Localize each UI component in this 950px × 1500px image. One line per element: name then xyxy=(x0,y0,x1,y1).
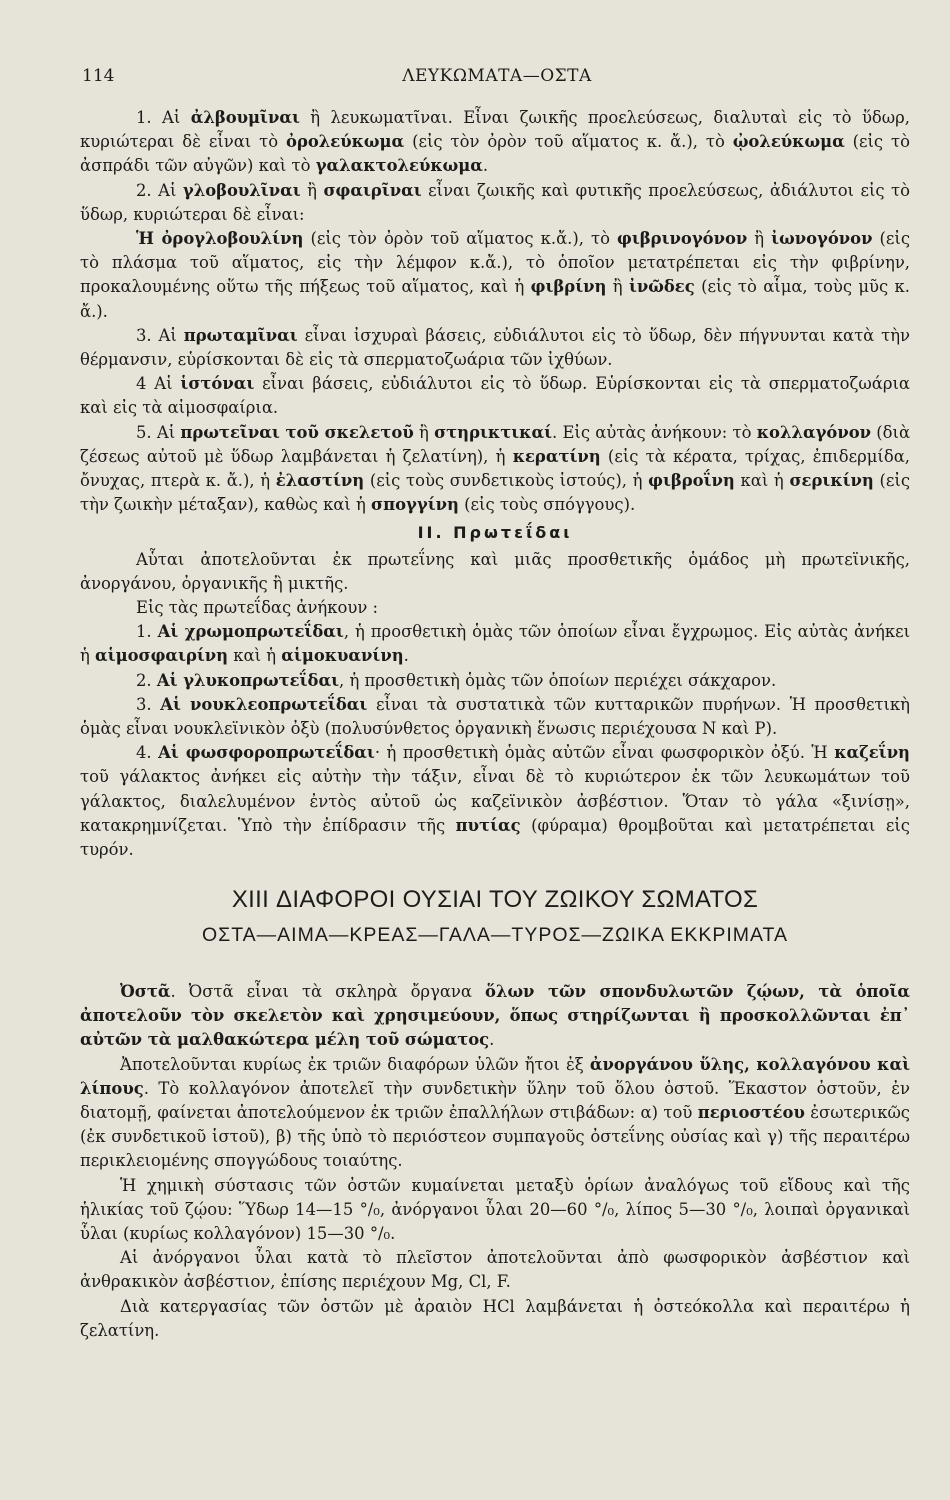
chapter-subtitle: ΟΣΤΑ—ΑΙΜΑ—ΚΡΕΑΣ—ΓΑΛΑ—ΤΥΡΟΣ—ΖΩΙΚΑ ΕΚΚΡΙΜΑΤΑ xyxy=(201,924,789,946)
paragraph-protamines: 3. Αἱ πρωταμῖναι εἶναι ἰσχυραὶ βάσεις, εὐδιάλυτοι εἰς τὸ ὕδωρ, δὲν πήγνυνται κατὰ τὴν θέρμανσιν, εὑρίσκονται δὲ εἰς τὰ σπερματοζωάρια τῶν ἰχθύων. xyxy=(80,325,910,370)
paragraph-bones: Ὀστᾶ. Ὀστᾶ εἶναι τὰ σκληρὰ ὄργανα ὅλων τῶν σπονδυλωτῶν ζῴων, τὰ ὁποῖα ἀποτελοῦν τὸν σκελετὸν καὶ χρησιμεύουν, ὅπως στηρίζωνται ἢ προσκολλῶνται ἐπ᾽ αὐτῶν τὰ μαλθακώτερα μέλη τοῦ σώματος. xyxy=(80,982,910,1050)
paragraph-proteids-list-intro: Εἰς τὰς πρωτεΐδας ἀνήκουν : xyxy=(136,598,379,618)
lower-text-block xyxy=(80,980,910,1343)
page-number: 114 xyxy=(82,66,115,86)
chapter-title: XIII ΔΙΑΦΟΡΟΙ ΟΥΣΙΑΙ ΤΟΥ ΖΩΙΚΟΥ ΣΩΜΑΤΟΣ xyxy=(231,886,759,913)
paragraph-albumins: 1. Αἱ ἀλβουμῖναι ἢ λευκωματῖναι. Εἶναι ζωικῆς προελεύσεως, διαλυταὶ εἰς τὸ ὕδωρ, κυριώτεραι δὲ εἶναι τὸ ὀρολεύκωμα (εἰς τὸν ὀρὸν τοῦ αἵματος κ. ἄ.), τὸ ᾠολεύκωμα (εἰς τὸ ἀσπράδι τῶν αὐγῶν) καὶ τὸ γαλακτολεύκωμα. xyxy=(80,108,910,176)
paragraph-chromoproteids: 1. Αἱ χρωμοπρωτεΐδαι, ἡ προσθετικὴ ὁμὰς τῶν ὁποίων εἶναι ἔγχρωμος. Εἰς αὐτὰς ἀνήκει ἡ αἱμοσφαιρίνη καὶ ἡ αἱμοκυανίνη. xyxy=(80,622,910,666)
page-header xyxy=(82,66,912,90)
paragraph-globulins: 2. Αἱ γλοβουλῖναι ἢ σφαιρῖναι εἶναι ζωικῆς καὶ φυτικῆς προελεύσεως, ἀδιάλυτοι εἰς τὸ ὕδωρ, κυριώτεραι δὲ εἶναι: xyxy=(80,180,910,224)
section-heading-proteids: II. Πρωτεΐδαι xyxy=(417,523,573,543)
paragraph-proteids-intro: Αὗται ἀποτελοῦνται ἐκ πρωτεΐνης καὶ μιᾶς προσθετικῆς ὁμάδος μὴ πρωτεϊνικῆς, ἀνοργάνου, ὀργανικῆς ἢ μικτῆς. xyxy=(80,549,910,593)
paragraph-bone-composition: Ἀποτελοῦνται κυρίως ἐκ τριῶν διαφόρων ὑλῶν ἤτοι ἐξ ἀνοργάνου ὕλης, κολλαγόνου καὶ λίπους. Τὸ κολλαγόνον ἀποτελεῖ τὴν συνδετικὴν ὕλην τοῦ ὅλου ὀστοῦ. Ἕκαστον ὀστοῦν, ἐν διατομῇ, φαίνεται ἀποτελούμενον ἐκ τριῶν ἐπαλλήλων στιβάδων: α) τοῦ περιοστέου ἐσωτερικῶς (ἐκ συνδετικοῦ ἱστοῦ), β) τῆς ὑπὸ τὸ περιόστεον συμπαγοῦς ὀστεΐνης οὐσίας καὶ γ) τῆς περαιτέρω περικλειομένης σπογγώδους τοιαύτης. xyxy=(80,1054,911,1171)
paragraph-histones: 4 Αἱ ἱστόναι εἶναι βάσεις, εὐδιάλυτοι εἰς τὸ ὕδωρ. Εὑρίσκονται εἰς τὰ σπερματοζωάρια καὶ εἰς τὰ αἱμοσφαίρια. xyxy=(80,374,910,418)
running-title: ΛΕΥΚΩΜΑΤΑ—ΟΣΤΑ xyxy=(402,66,592,86)
paragraph-glycoproteids: 2. Αἱ γλυκοπρωτεΐδαι, ἡ προσθετικὴ ὁμὰς τῶν ὁποίων περιέχει σάκχαρον. xyxy=(136,670,777,690)
paragraph-nucleoproteids: 3. Αἱ νουκλεοπρωτεΐδαι εἶναι τὰ συστατικὰ τῶν κυτταρικῶν πυρήνων. Ἡ προσθετικὴ ὁμὰς εἶναι νουκλεϊνικὸν ὀξὺ (πολυσύνθετος ὀργανικὴ ἕνωσις περιέχουσα N καὶ P). xyxy=(80,694,910,739)
paragraph-phosphoproteids: 4. Αἱ φωσφοροπρωτεΐδαι· ἡ προσθετικὴ ὁμὰς αὐτῶν εἶναι φωσφορικὸν ὀξύ. Ἡ καζεΐνη τοῦ γάλακτος ἀνήκει εἰς αὐτὴν τὴν τάξιν, εἶναι δὲ τὸ κυριώτερον ἐκ τῶν λευκωμάτων τοῦ γάλακτος, διαλελυμένον ἐντὸς αὐτοῦ ὡς καζεϊνικὸν ἀσβέστιον. Ὅταν τὸ γάλα «ξινίσῃ», κατακρημνίζεται. Ὑπὸ τὴν ἐπίδρασιν τῆς πυτίας (φύραμα) θρομβοῦται καὶ μετατρέπεται εἰς τυρόν. xyxy=(80,743,910,860)
paragraph-gelatin: Διὰ κατεργασίας τῶν ὀστῶν μὲ ἀραιὸν HCl λαμβάνεται ἡ ὀστεόκολλα καὶ περαιτέρω ἡ ζελατίνη. xyxy=(80,1296,910,1340)
paragraph-chemical-composition: Ἡ χημικὴ σύστασις τῶν ὀστῶν κυμαίνεται μεταξὺ ὁρίων ἀναλόγως τοῦ εἴδους καὶ τῆς ἡλικίας τοῦ ζῴου: Ὕδωρ 14—15 °/₀, ἀνόργανοι ὗλαι 20—60 °/₀, λίπος 5—30 °/₀, λοιπαὶ ὀργανικαὶ ὗλαι (κυρίως κολλαγόνον) 15—30 °/₀. xyxy=(80,1175,910,1244)
paragraph-inorganic-matter: Αἱ ἀνόργανοι ὗλαι κατὰ τὸ πλεῖστον ἀποτελοῦνται ἀπὸ φωσφορικὸν ἀσβέστιον καὶ ἀνθρακικὸν ἀσβέστιον, ἐπίσης περιέχουν Mg, Cl, F. xyxy=(80,1248,910,1292)
paragraph-skeletal-proteins: 5. Αἱ πρωτεῖναι τοῦ σκελετοῦ ἢ στηρικτικαί. Εἰς αὐτὰς ἀνήκουν: τὸ κολλαγόνον (διὰ ζέσεως αὐτοῦ μὲ ὕδωρ λαμβάνεται ἡ ζελατίνη), ἡ κερατίνη (εἰς τὰ κέρατα, τρίχας, ἐπιδερμίδα, ὄνυχας, πτερὰ κ. ἄ.), ἡ ἐλαστίνη (εἰς τοὺς συνδετικοὺς ἱστούς), ἡ φιβροΐνη καὶ ἡ σερικίνη (εἰς τὴν ζωικὴν μέταξαν), καθὼς καὶ ἡ σπογγίνη (εἰς τοὺς σπόγγους). xyxy=(80,422,911,515)
upper-text-block xyxy=(80,106,910,862)
paragraph-seroglobulin: Ἡ ὀρογλοβουλίνη (εἰς τὸν ὀρὸν τοῦ αἵματος κ.ἄ.), τὸ φιβρινογόνον ἢ ἰωνογόνον (εἰς τὸ πλάσμα τοῦ αἵματος, εἰς τὴν λέμφον κ.ἄ.), τὸ ὁποῖον μετατρέπεται εἰς τὴν φιβρίνην, προκαλουμένης οὕτω τῆς πήξεως τοῦ αἵματος, καὶ ἡ φιβρίνη ἢ ἰνῶδες (εἰς τὸ αἷμα, τοὺς μῦς κ. ἄ.). xyxy=(80,229,910,321)
